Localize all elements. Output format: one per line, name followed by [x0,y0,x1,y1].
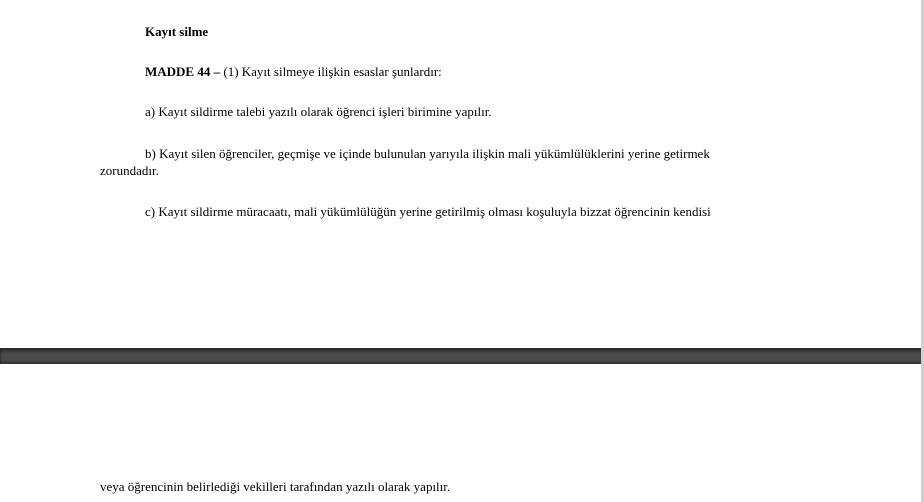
item-c-text-line-1: c) Kayıt sildirme müracaatı, mali yükümlülüğün yerine getirilmiş olması koşuluyla bizzat öğrencinin kendisi [145,204,711,219]
section-heading: Kayıt silme [145,24,209,39]
article-label: MADDE 44 – [145,64,221,79]
article-paragraph [145,63,442,80]
page-separator [0,348,924,364]
article-intro: (1) Kayıt silmeye ilişkin esaslar şunlardır: [223,64,442,79]
document-page-2 [0,364,921,502]
item-c-text-line-2: veya öğrencinin belirlediği vekilleri tarafından yazılı olarak yapılır. [100,479,451,494]
item-b-text-line-2: zorundadır. [100,163,159,178]
item-a-text: a) Kayıt sildirme talebi yazılı olarak öğrenci işleri birimine yapılır. [145,104,492,119]
item-b-text-line-1: b) Kayıt silen öğrenciler, geçmişe ve içinde bulunulan yarıyıla ilişkin mali yükümlülüklerini yerine getirmek [145,146,710,161]
